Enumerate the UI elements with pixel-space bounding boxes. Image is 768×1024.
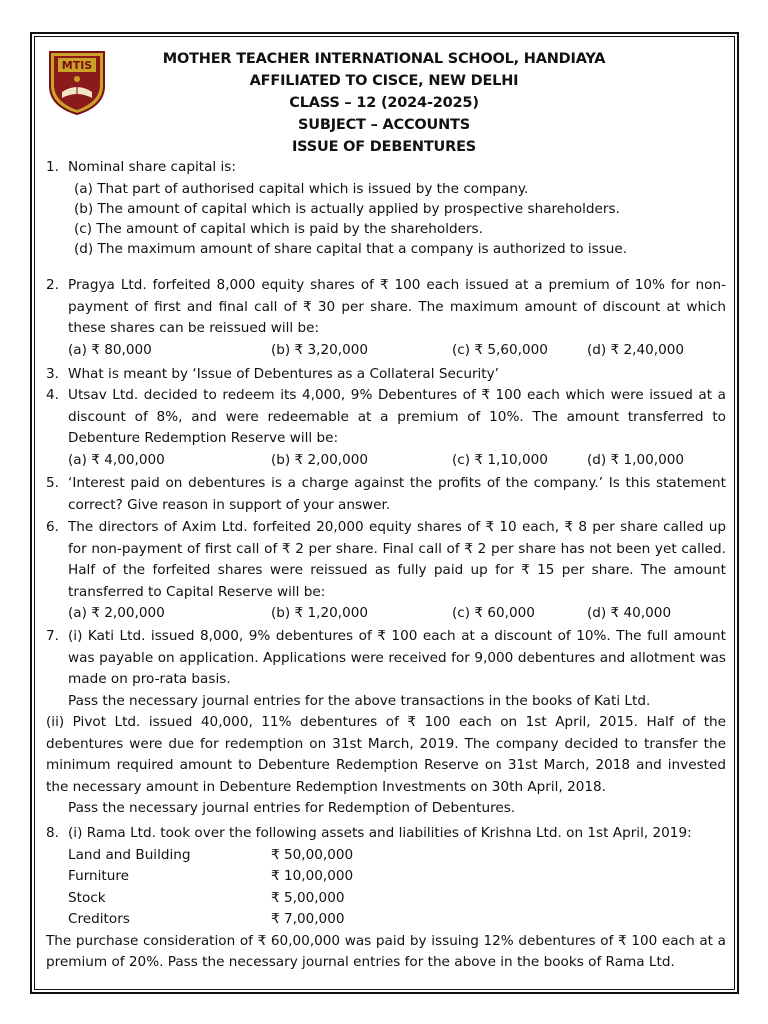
question-text: (i) Rama Ltd. took over the following assets and liabilities of Krishna Ltd. on 1st April, 2019: xyxy=(68,825,692,841)
option-b: (b) The amount of capital which is actually applied by prospective shareholders. xyxy=(74,200,620,217)
option-a: (a) That part of authorised capital which is issued by the company. xyxy=(74,180,529,197)
question-8 xyxy=(46,823,726,974)
question-1 xyxy=(46,157,726,259)
question-number: 1. xyxy=(46,159,59,175)
question-8-closing: The purchase consideration of ₹ 60,00,000 was paid by issuing 12% debentures of ₹ 100 each at a premium of 20%. Pass the necessary journal entries for the above in the books of Rama Ltd. xyxy=(46,932,726,970)
logo-text: MTIS xyxy=(61,59,93,72)
list-item: Land and Building ₹ 50,00,000 xyxy=(68,846,354,863)
question-text: What is meant by ‘Issue of Debentures as a Collateral Security’ xyxy=(68,366,500,382)
option-c: (c) ₹ 1,10,000 xyxy=(452,451,548,468)
question-text: Pragya Ltd. forfeited 8,000 equity shares of ₹ 100 each issued at a premium of 10% for non-payment of first and final call of ₹ 30 per share. The maximum amount of discount at which these shares can be reissued will be: xyxy=(68,277,726,336)
question-7 xyxy=(46,626,726,820)
subject-line: SUBJECT – ACCOUNTS xyxy=(298,117,470,133)
school-name: MOTHER TEACHER INTERNATIONAL SCHOOL, HANDIAYA xyxy=(162,51,606,67)
question-text: ‘Interest paid on debentures is a charge against the profits of the company.’ Is this statement correct? Give reason in support of your answer. xyxy=(68,475,726,513)
list-item: Creditors ₹ 7,00,000 xyxy=(68,911,345,927)
question-number: 7. xyxy=(46,628,59,644)
option-b: (b) ₹ 1,20,000 xyxy=(271,605,369,621)
document-header xyxy=(120,48,648,158)
question-4 xyxy=(46,385,726,471)
option-d: (d) The maximum amount of share capital that a company is authorized to issue. xyxy=(74,240,628,257)
question-number: 8. xyxy=(46,825,59,841)
topic-title: ISSUE OF DEBENTURES xyxy=(291,139,477,155)
option-a: (a) ₹ 80,000 xyxy=(68,341,152,358)
option-b: (b) ₹ 3,20,000 xyxy=(271,341,369,358)
option-c: (c) ₹ 60,000 xyxy=(452,605,535,621)
question-3 xyxy=(46,364,726,386)
list-item: Stock ₹ 5,00,000 xyxy=(68,889,345,906)
question-7-part-1: (i) Kati Ltd. issued 8,000, 9% debentures of ₹ 100 each at a discount of 10%. The full amount was payable on application. Applications were received for 9,000 debentures and allotment was made on pro-rata basis. xyxy=(68,628,726,687)
question-6 xyxy=(46,517,726,625)
question-2 xyxy=(46,275,726,361)
question-7-part-1-instruction: Pass the necessary journal entries for the above transactions in the books of Kati Ltd. xyxy=(68,692,651,709)
question-7-part-2-instruction: Pass the necessary journal entries for Redemption of Debentures. xyxy=(68,800,516,816)
option-a: (a) ₹ 4,00,000 xyxy=(68,451,165,468)
question-5 xyxy=(46,473,726,516)
question-text: Nominal share capital is: xyxy=(68,159,236,175)
list-item: Furniture ₹ 10,00,000 xyxy=(68,868,354,884)
question-text: Utsav Ltd. decided to redeem its 4,000, 9% Debentures of ₹ 100 each which were issued at a discount of 8%, and were redeemable at a premium of 10%. The amount transferred to Debenture Redemption Reserve will be: xyxy=(68,387,726,446)
question-7-part-2: (ii) Pivot Ltd. issued 40,000, 11% debentures of ₹ 100 each on 1st April, 2015. Half of the debentures were due for redemption on 31st March, 2019. The company decided to transfer the minimum required amount to Debenture Redemption Reserve on 31st March, 2018 and invested the necessary amount in Debenture Redemption Investments on 30th April, 2018. xyxy=(46,714,726,795)
affiliation: AFFILIATED TO CISCE, NEW DELHI xyxy=(249,73,519,89)
question-number: 3. xyxy=(46,366,59,382)
class-line: CLASS – 12 (2024-2025) xyxy=(289,95,479,111)
option-a: (a) ₹ 2,00,000 xyxy=(68,605,165,621)
school-logo xyxy=(46,48,108,116)
assets-liabilities-list xyxy=(68,845,726,931)
option-d: (d) ₹ 1,00,000 xyxy=(587,451,685,468)
question-number: 4. xyxy=(46,387,59,403)
option-d: (d) ₹ 40,000 xyxy=(587,605,672,621)
question-number: 2. xyxy=(46,277,59,293)
option-c: (c) ₹ 5,60,000 xyxy=(452,341,548,358)
option-c: (c) The amount of capital which is paid by the shareholders. xyxy=(74,220,483,237)
question-number: 5. xyxy=(46,475,59,491)
question-number: 6. xyxy=(46,519,59,535)
option-b: (b) ₹ 2,00,000 xyxy=(271,451,369,468)
option-d: (d) ₹ 2,40,000 xyxy=(587,341,685,358)
question-text: The directors of Axim Ltd. forfeited 20,000 equity shares of ₹ 10 each, ₹ 8 per share called up for non-payment of first call of ₹ 2 per share. Final call of ₹ 2 per share has not been yet called. Half of the forfeited shares were reissued as fully paid up for ₹ 15 per share. The amount transferred to Capital Reserve will be: xyxy=(68,519,726,600)
